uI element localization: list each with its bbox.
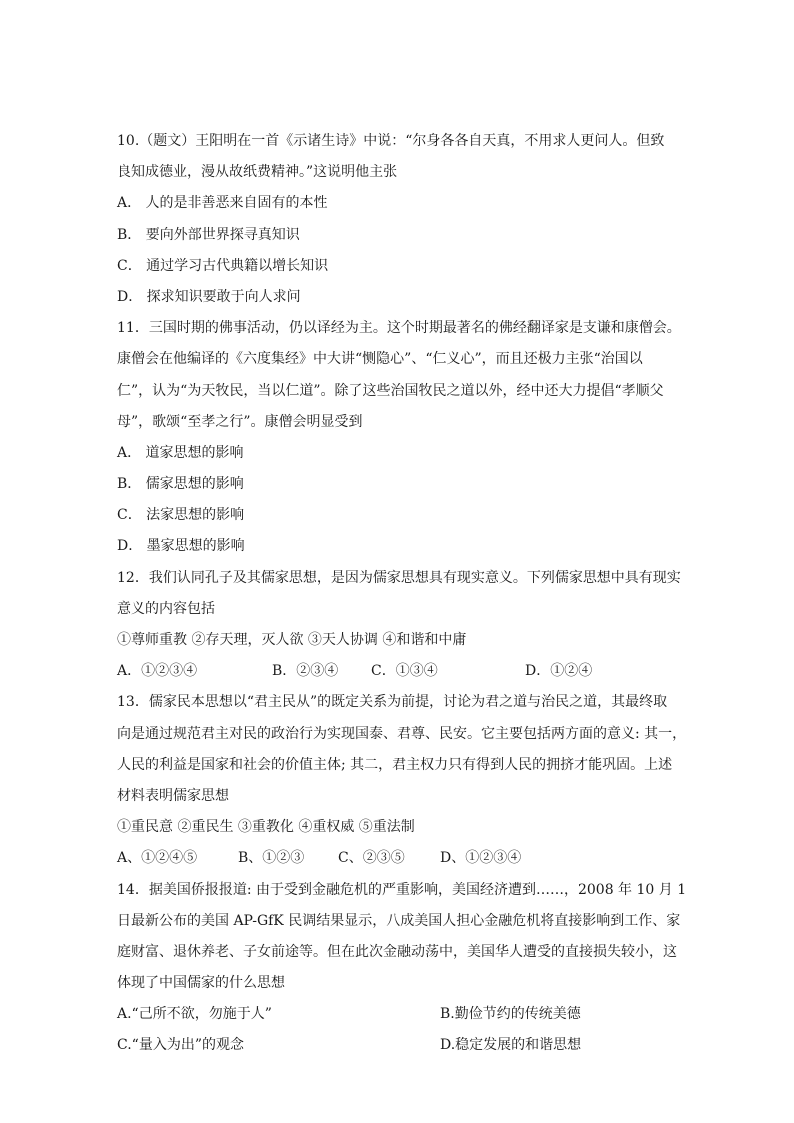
question-14-options-row-2 [117,1030,677,1061]
question-13 [117,687,687,874]
question-13-option-a: A、①②④⑤ [117,850,198,867]
question-12-options [117,656,677,687]
question-10-option-d: D． 探求知识要敢于向人求问 [117,288,301,305]
question-13-options [117,843,677,874]
question-10-option-a: A． 人的是非善恶来自固有的本性 [117,195,328,212]
question-14-options-row-1 [117,999,677,1030]
question-12 [117,563,681,688]
question-11-stem-line-1: 11．三国时期的佛事活动，仍以译经为主。这个时期最著名的佛经翻译家是支谦和康僧会。 [117,320,681,337]
question-13-stem-line-3: 人民的利益是国家和社会的价值主体; 其二，君主权力只有得到人民的拥挤才能巩固。上述 [117,756,673,773]
question-14-option-a: A.“己所不欲，勿施于人” [117,1006,272,1023]
question-11-option-c: C． 法家思想的影响 [117,507,245,524]
question-10 [117,126,677,313]
question-14-option-d: D.稳定发展的和谐思想 [440,1037,582,1054]
question-12-statements: ①尊师重教 ②存天理，灭人欲 ③天人协调 ④和谐和中庸 [117,632,467,648]
question-10-option-c: C． 通过学习古代典籍以增长知识 [117,257,329,274]
question-14 [117,875,687,1062]
question-12-option-a: A．①②③④ [117,663,198,680]
question-10-stem-line-2: 良知成德业，漫从故纸费精神。”这说明他主张 [117,164,398,181]
question-13-option-c: C、②③⑤ [338,850,405,867]
question-13-stem-line-2: 向是通过规范君主对民的政治行为实现国泰、君尊、民安。它主要包括两方面的意义: 其一， [117,725,687,742]
question-14-stem-line-1: 14．据美国侨报报道: 由于受到金融危机的严重影响，美国经济遭到……，2008 年 10 月 1 [117,881,687,898]
question-14-stem-line-3: 庭财富、退休养老、子女前途等。但在此次金融动荡中，美国华人遭受的直接损失较小，这 [117,943,677,960]
question-11-stem-line-4: 母”，歌颂“至孝之行”。康僧会明显受到 [117,413,363,430]
question-11-option-d: D． 墨家思想的影响 [117,538,245,555]
question-13-stem-line-1: 13．儒家民本思想以“君主民从”的既定关系为前提，讨论为君之道与治民之道，其最终取 [117,694,668,711]
question-14-stem-line-4: 体现了中国儒家的什么思想 [117,975,285,992]
question-11 [117,313,681,563]
question-list [117,126,687,1062]
question-13-option-b: B、①②③ [238,850,305,867]
question-13-option-d: D、①②③④ [440,850,522,867]
question-14-stem-line-2: 日最新公布的美国 AP-GfK 民调结果显示，八成美国人担心金融危机将直接影响到工作、家 [117,912,681,929]
question-10-stem-line-1: 10.（题文）王阳明在一首《示诸生诗》中说：“尔身各各自天真，不用求人更问人。但致 [117,133,665,149]
question-10-option-b: B． 要向外部世界探寻真知识 [117,226,300,243]
question-11-stem-line-2: 康僧会在他编译的《六度集经》中大讲“恻隐心”、“仁义心”，而且还极力主张“治国以 [117,351,643,368]
question-11-option-b: B． 儒家思想的影响 [117,476,244,493]
question-12-option-c: C．①③④ [371,663,438,680]
question-13-statements: ①重民意 ②重民生 ③重教化 ④重权威 ⑤重法制 [117,819,415,836]
question-14-option-b: B.勤俭节约的传统美德 [440,1006,581,1023]
question-14-option-c: C.“量入为出”的观念 [117,1037,244,1054]
question-13-stem-line-4: 材料表明儒家思想 [117,787,229,804]
question-12-stem-line-2: 意义的内容包括 [117,600,215,617]
question-11-stem-line-3: 仁”，认为“为天牧民，当以仁道”。除了这些治国牧民之道以外，经中还大力提倡“孝顺父 [117,382,664,399]
question-12-option-b: B．②③④ [272,663,339,680]
question-11-option-a: A． 道家思想的影响 [117,444,244,461]
question-12-option-d: D．①②④ [525,663,593,680]
question-12-stem-line-1: 12．我们认同孔子及其儒家思想，是因为儒家思想具有现实意义。下列儒家思想中具有现实 [117,569,681,586]
